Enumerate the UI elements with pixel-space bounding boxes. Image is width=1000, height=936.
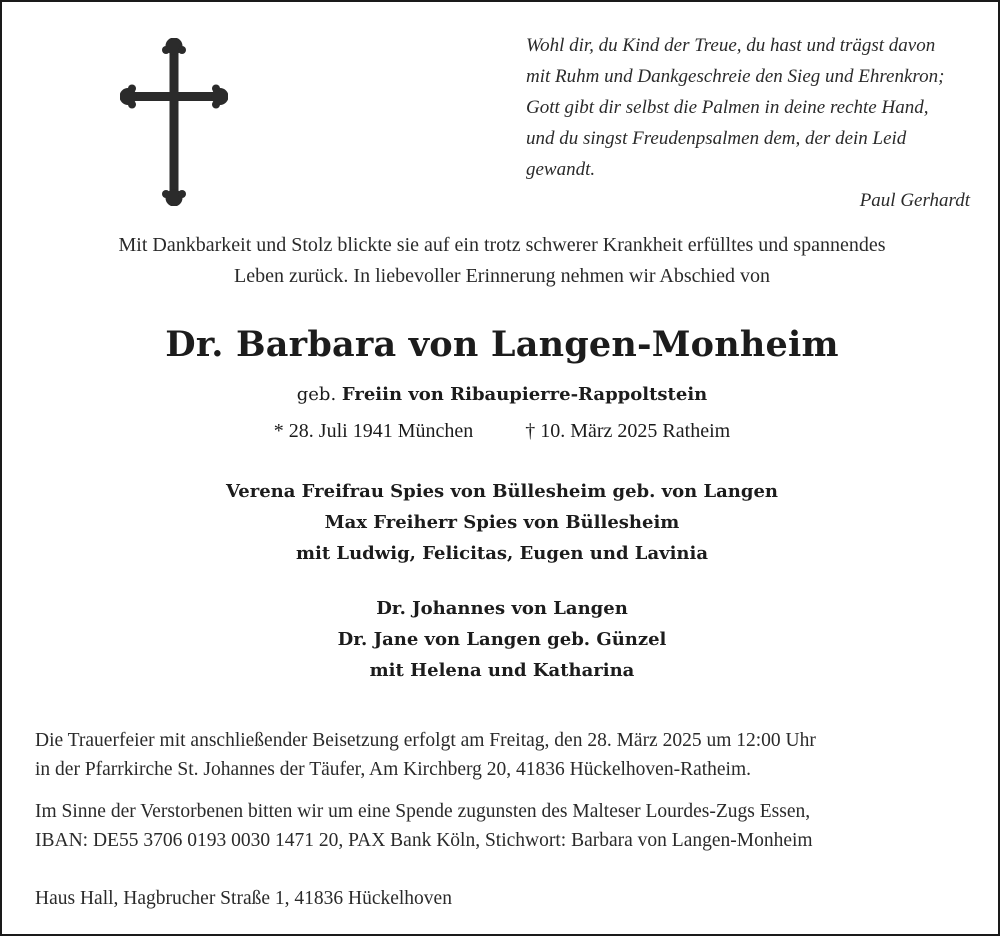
- verse-quote: [526, 30, 976, 216]
- donation-line: IBAN: DE55 3706 0193 0030 1471 20, PAX Bank Köln, Stichwort: Barbara von Langen-Monheim: [35, 830, 813, 851]
- verse-author: Paul Gerhardt: [859, 190, 970, 211]
- mourner-line: mit Helena und Katharina: [369, 660, 635, 681]
- service-line: in der Pfarrkirche St. Johannes der Täufer, Am Kirchberg 20, 41836 Hückelhoven-Ratheim.: [35, 759, 752, 780]
- family-address: Haus Hall, Hagbrucher Straße 1, 41836 Hückelhoven: [35, 888, 452, 909]
- mourners-group-1: [2, 476, 1000, 569]
- service-line: Die Trauerfeier mit anschließender Beisetzung erfolgt am Freitag, den 28. März 2025 um 12:00 Uhr: [35, 730, 816, 751]
- intro-text: [2, 230, 1000, 292]
- verse-line: und du singst Freudenpsalmen dem, der dein Leid: [526, 128, 907, 149]
- mourner-line: Max Freiherr Spies von Büllesheim: [324, 512, 680, 533]
- birth-prefix: geb.: [296, 384, 337, 405]
- mourner-line: Dr. Jane von Langen geb. Günzel: [337, 629, 667, 650]
- mourners-group-2: [2, 593, 1000, 686]
- intro-line: Leben zurück. In liebevoller Erinnerung nehmen wir Abschied von: [234, 265, 770, 287]
- donation-info: [35, 797, 975, 855]
- birth-date: * 28. Juli 1941 München: [273, 420, 474, 442]
- funeral-service-info: [35, 726, 975, 784]
- donation-line: Im Sinne der Verstorbenen bitten wir um eine Spende zugunsten des Malteser Lourdes-Zugs Essen,: [35, 801, 811, 822]
- verse-line: Wohl dir, du Kind der Treue, du hast und trägst davon: [526, 35, 936, 56]
- birth-name-line: [2, 384, 1000, 405]
- mourner-line: Dr. Johannes von Langen: [376, 598, 628, 619]
- verse-line: mit Ruhm und Dankgeschreie den Sieg und Ehrenkron;: [526, 66, 945, 87]
- death-date: † 10. März 2025 Ratheim: [525, 420, 731, 442]
- cross-icon: [120, 38, 228, 206]
- intro-line: Mit Dankbarkeit und Stolz blickte sie auf ein trotz schwerer Krankheit erfülltes und spannendes: [118, 234, 886, 256]
- birth-name: Freiin von Ribaupierre-Rappoltstein: [341, 384, 708, 405]
- verse-line: gewandt.: [526, 159, 596, 180]
- verse-line: Gott gibt dir selbst die Palmen in deine rechte Hand,: [526, 97, 929, 118]
- mourner-line: mit Ludwig, Felicitas, Eugen und Lavinia: [295, 543, 709, 564]
- life-dates: [2, 420, 1000, 443]
- deceased-name: Dr. Barbara von Langen-Monheim: [165, 324, 839, 365]
- mourner-line: Verena Freifrau Spies von Büllesheim geb. von Langen: [225, 481, 779, 502]
